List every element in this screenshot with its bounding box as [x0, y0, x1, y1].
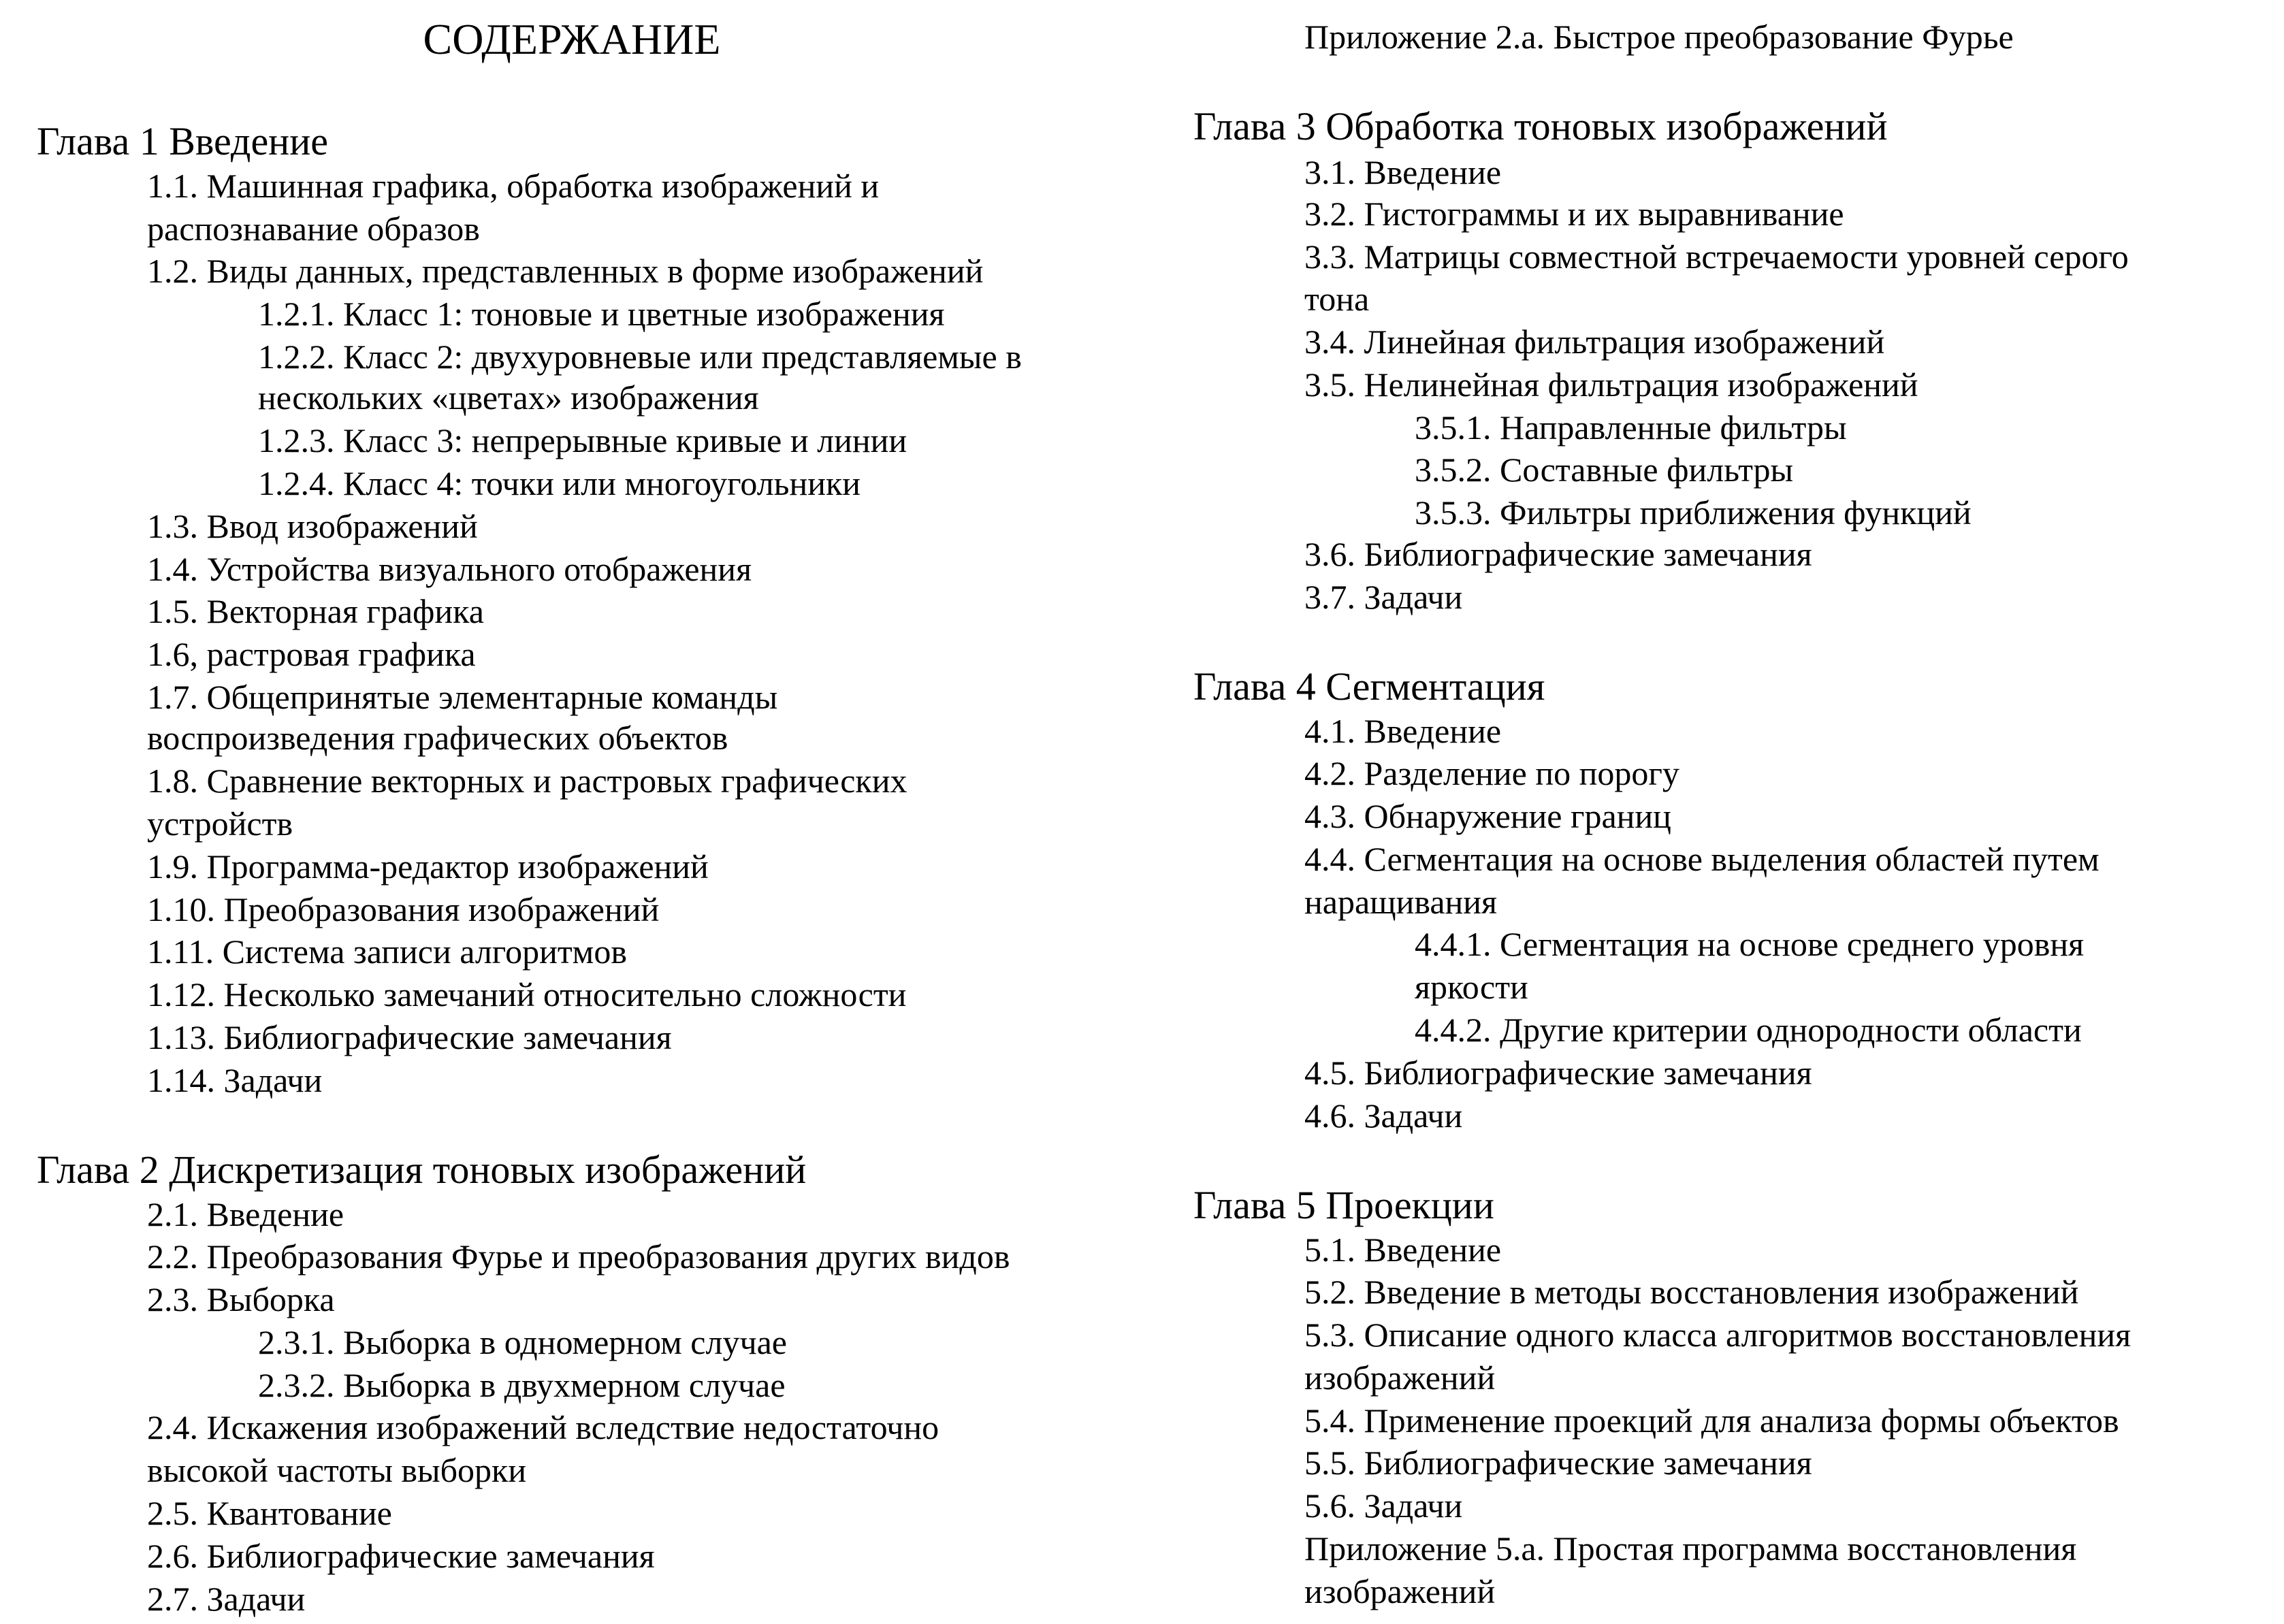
toc-section-entry: 5.3. Описание одного класса алгоритмов восстановления	[1304, 1316, 2132, 1354]
toc-section-entry: 1.12. Несколько замечаний относительно сложности	[147, 975, 907, 1013]
toc-subsection-entry: 4.4.2. Другие критерии однородности области	[1415, 1011, 2082, 1049]
toc-section-entry: 2.2. Преобразования Фурье и преобразования других видов	[147, 1237, 1010, 1276]
toc-entry-continuation: изображений	[1304, 1572, 1496, 1610]
toc-section-entry: 1.10. Преобразования изображений	[147, 890, 660, 928]
toc-section-entry: 2.7. Задачи	[147, 1580, 306, 1618]
toc-subsection-entry: 4.4.1. Сегментация на основе среднего уровня	[1415, 925, 2085, 963]
toc-entry-continuation: нескольких «цветах» изображения	[258, 378, 759, 417]
toc-subsection-entry: 1.2.1. Класс 1: тоновые и цветные изображения	[258, 295, 945, 333]
toc-section-entry: 5.6. Задачи	[1304, 1487, 1463, 1525]
chapter-heading: Глава 3 Обработка тоновых изображений	[1193, 104, 1888, 148]
toc-entry-continuation: высокой частоты выборки	[147, 1451, 527, 1489]
toc-subsection-entry: 1.2.2. Класс 2: двухуровневые или представляемые в	[258, 338, 1022, 376]
toc-subsection-entry: 1.2.3. Класс 3: непрерывные кривые и линии	[258, 421, 907, 459]
toc-section-entry: 3.7. Задачи	[1304, 578, 1463, 616]
toc-section-entry: 3.4. Линейная фильтрация изображений	[1304, 323, 1885, 361]
toc-section-entry: 1.13. Библиографические замечания	[147, 1018, 672, 1056]
toc-section-entry: 2.1. Введение	[147, 1195, 344, 1233]
toc-section-entry: 4.5. Библиографические замечания	[1304, 1054, 1812, 1092]
appendix-entry: Приложение 2.а. Быстрое преобразование Фурье	[1304, 18, 2014, 56]
toc-subsection-entry: 3.5.3. Фильтры приближения функций	[1415, 493, 1972, 532]
toc-section-entry: 2.5. Квантование	[147, 1494, 392, 1532]
toc-section-entry: 5.4. Применение проекций для анализа формы объектов	[1304, 1401, 2119, 1440]
toc-section-entry: 1.11. Система записи алгоритмов	[147, 932, 627, 971]
toc-section-entry: 3.6. Библиографические замечания	[1304, 535, 1812, 573]
toc-subsection-entry: 3.5.1. Направленные фильтры	[1415, 408, 1847, 446]
toc-section-entry: 1.7. Общепринятые элементарные команды	[147, 678, 778, 716]
toc-section-entry: 4.2. Разделение по порогу	[1304, 754, 1679, 792]
toc-section-entry: 1.4. Устройства визуального отображения	[147, 550, 752, 588]
toc-section-entry: 2.6. Библиографические замечания	[147, 1537, 655, 1575]
toc-section-entry: 1.9. Программа-редактор изображений	[147, 847, 709, 886]
toc-section-entry: 5.2. Введение в методы восстановления изображений	[1304, 1273, 2079, 1311]
toc-entry-continuation: изображений	[1304, 1359, 1496, 1397]
toc-section-entry: 2.4. Искажения изображений вследствие недостаточно	[147, 1408, 939, 1446]
toc-section-entry: 1.8. Сравнение векторных и растровых графических	[147, 762, 907, 800]
toc-section-entry: 3.3. Матрицы совместной встречаемости уровней серого	[1304, 238, 2129, 276]
toc-section-entry: 4.1. Введение	[1304, 712, 1502, 750]
toc-section-entry: 4.3. Обнаружение границ	[1304, 797, 1671, 835]
toc-section-entry: 4.6. Задачи	[1304, 1097, 1463, 1135]
toc-entry-continuation: наращивания	[1304, 883, 1498, 921]
toc-subsection-entry: 2.3.2. Выборка в двухмерном случае	[258, 1366, 786, 1404]
toc-section-entry: 2.3. Выборка	[147, 1280, 335, 1318]
toc-entry-continuation: тона	[1304, 280, 1370, 318]
toc-section-entry: 5.5. Библиографические замечания	[1304, 1444, 1812, 1482]
toc-section-entry: 1.5. Векторная графика	[147, 592, 484, 630]
toc-subsection-entry: 1.2.4. Класс 4: точки или многоугольники	[258, 464, 861, 502]
page-title: СОДЕРЖАНИЕ	[423, 15, 721, 63]
toc-section-entry: 3.1. Введение	[1304, 153, 1502, 191]
toc-section-entry: 4.4. Сегментация на основе выделения областей путем	[1304, 840, 2100, 878]
toc-entry-continuation: яркости	[1415, 968, 1528, 1006]
toc-section-entry: 1.3. Ввод изображений	[147, 507, 478, 545]
toc-subsection-entry: 3.5.2. Составные фильтры	[1415, 451, 1794, 489]
toc-section-entry: 1.1. Машинная графика, обработка изображений и	[147, 167, 880, 205]
appendix-entry: Приложение 5.а. Простая программа восстановления	[1304, 1529, 2077, 1568]
chapter-heading: Глава 2 Дискретизация тоновых изображений	[37, 1148, 807, 1192]
toc-entry-continuation: распознавание образов	[147, 210, 480, 248]
toc-section-entry: 3.2. Гистограммы и их выравнивание	[1304, 195, 1844, 233]
chapter-heading: Глава 4 Сегментация	[1193, 664, 1545, 709]
toc-section-entry: 5.1. Введение	[1304, 1231, 1502, 1269]
toc-section-entry: 1.2. Виды данных, представленных в форме изображений	[147, 252, 984, 290]
chapter-heading: Глава 5 Проекции	[1193, 1183, 1494, 1227]
toc-section-entry: 3.5. Нелинейная фильтрация изображений	[1304, 366, 1918, 404]
toc-section-entry: 1.14. Задачи	[147, 1061, 323, 1099]
toc-entry-continuation: устройств	[147, 805, 293, 843]
toc-entry-continuation: воспроизведения графических объектов	[147, 719, 728, 757]
toc-subsection-entry: 2.3.1. Выборка в одномерном случае	[258, 1323, 787, 1361]
chapter-heading: Глава 1 Введение	[37, 119, 329, 163]
toc-section-entry: 1.6, растровая графика	[147, 635, 476, 673]
